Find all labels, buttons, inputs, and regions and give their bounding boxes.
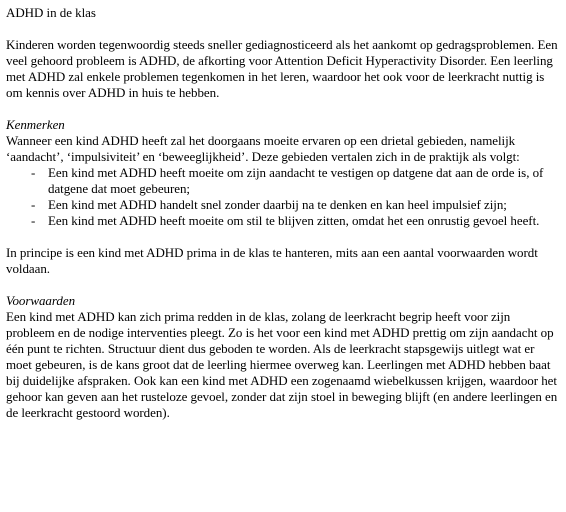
voorwaarden-heading: Voorwaarden bbox=[6, 293, 76, 308]
list-item-text: Een kind met ADHD heeft moeite om zijn aandacht te vestigen op datgene dat aan de orde is, of datgene dat moet gebeuren; bbox=[48, 165, 544, 196]
list-item bbox=[6, 197, 562, 213]
bullet-dash: - bbox=[31, 213, 36, 228]
intro-paragraph: Kinderen worden tegenwoordig steeds sneller gediagnosticeerd als het aankomt op gedragsproblemen. Een veel gehoord probleem is ADHD, de afkorting voor Attention Deficit Hyperactivity Disorder. Een leerling met ADHD zal enkele problemen tegenkomen in het leren, waardoor het ook voor de leerkracht nuttig is om kennis over ADHD in huis te hebben. bbox=[6, 37, 558, 100]
spacer bbox=[6, 101, 566, 117]
spacer bbox=[6, 277, 566, 293]
bullet-dash: - bbox=[31, 165, 36, 180]
list-item-text: Een kind met ADHD heeft moeite om stil te blijven zitten, omdat het een onrustig gevoel heeft. bbox=[48, 213, 540, 228]
bullet-dash: - bbox=[31, 197, 36, 212]
list-item bbox=[6, 213, 562, 229]
voorwaarden-paragraph: Een kind met ADHD kan zich prima redden in de klas, zolang de leerkracht begrip heeft voor zijn probleem en de nodige interventies pleegt. Zo is het voor een kind met ADHD prettig om zijn aandacht op één punt te richten. Structuur dient dus geboden te worden. Als de leerkracht stapsgewijs uitlegt wat er moet gebeuren, is de kans groot dat de leerling hiermee overweg kan. Leerlingen met ADHD hebben baat bij duidelijke afspraken. Ook kan een kind met ADHD een zogenaamd wiebelkussen krijgen, waardoor het gehoor kan geven aan het rusteloze gevoel, zonder dat zijn stoel in beweging blijft (en andere leerlingen en de leerkracht gestoord worden). bbox=[6, 309, 558, 420]
kenmerken-paragraph: Wanneer een kind ADHD heeft zal het doorgaans moeite ervaren op een drietal gebieden, namelijk ‘aandacht’, ‘impulsiviteit’ en ‘beweeglijkheid’. Deze gebieden vertalen zich in de praktijk als volgt: bbox=[6, 133, 520, 164]
document-title: ADHD in de klas bbox=[6, 5, 96, 20]
list-item-text: Een kind met ADHD handelt snel zonder daarbij na te denken en kan heel impulsief zijn; bbox=[48, 197, 507, 212]
kenmerken-heading: Kenmerken bbox=[6, 117, 65, 132]
kenmerken-list bbox=[6, 165, 566, 229]
spacer bbox=[6, 229, 566, 245]
principe-paragraph: In principe is een kind met ADHD prima in de klas te hanteren, mits aan een aantal voorwaarden wordt voldaan. bbox=[6, 245, 538, 276]
spacer bbox=[6, 21, 566, 37]
list-item bbox=[6, 165, 562, 197]
